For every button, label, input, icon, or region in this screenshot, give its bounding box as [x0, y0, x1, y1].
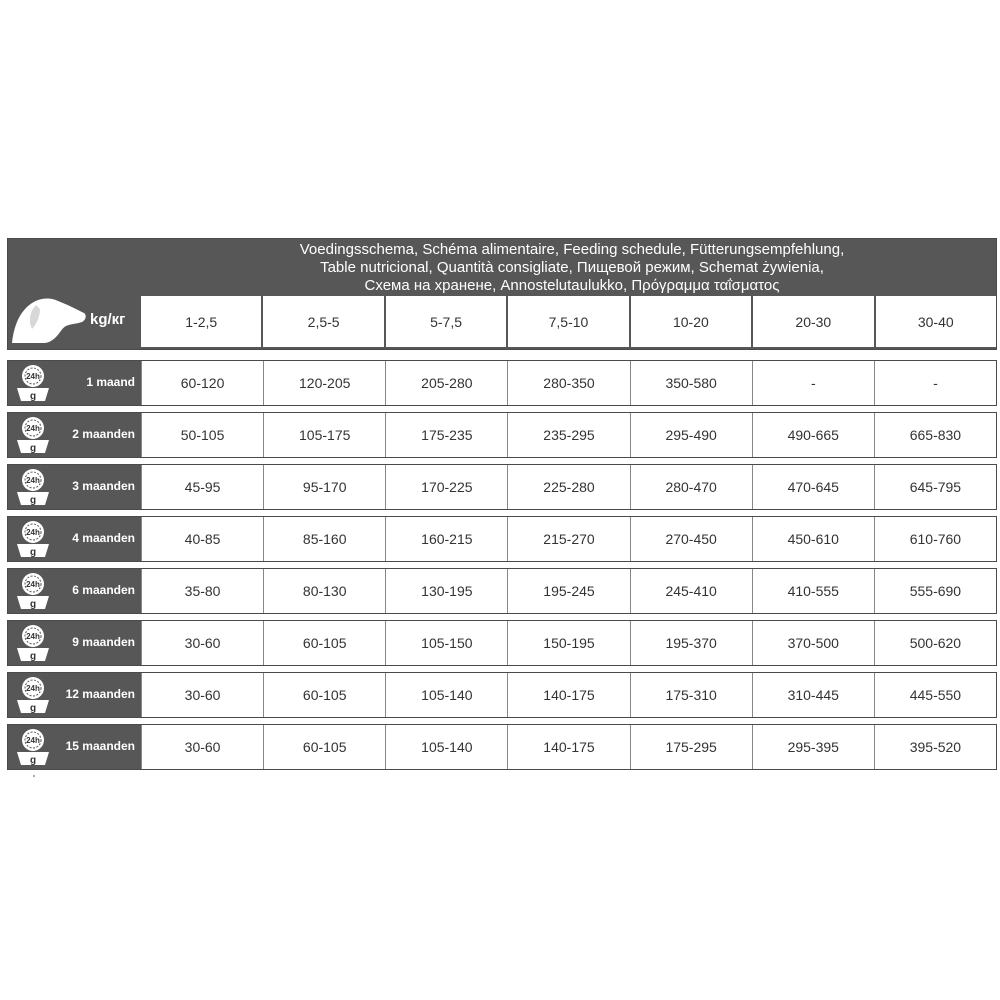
amount-cell: 40-85 — [141, 517, 263, 561]
table-row — [7, 412, 997, 458]
amount-cell: 280-350 — [507, 361, 629, 405]
amount-cell: 235-295 — [507, 413, 629, 457]
food-bowl-icon — [15, 676, 51, 714]
amount-cell: 445-550 — [874, 673, 996, 717]
age-label: 9 maanden — [72, 635, 135, 649]
table-body — [7, 360, 997, 770]
amount-cell: 665-830 — [874, 413, 996, 457]
age-cell — [8, 673, 141, 717]
amount-cell: 295-490 — [630, 413, 752, 457]
age-cell — [8, 413, 141, 457]
table-title: Voedingsschema, Schéma alimentaire, Feeding schedule, Fütterungsempfehlung, Table nutricional, Quantità consigliate, Пищевой режим, Schemat żywienia, Схема на хранене, Annostelutaulukko, Πρόγραμμα ταΐσματος — [299, 241, 845, 294]
age-cell — [8, 361, 141, 405]
food-bowl-icon — [15, 468, 51, 506]
weight-header-cell: 10-20 — [631, 296, 751, 347]
amount-cell: 205-280 — [385, 361, 507, 405]
amount-cell: 60-105 — [263, 673, 385, 717]
amount-cell: 410-555 — [752, 569, 874, 613]
food-bowl-icon — [15, 364, 51, 402]
amount-cell: 150-195 — [507, 621, 629, 665]
amount-cell: 450-610 — [752, 517, 874, 561]
amount-cell: 310-445 — [752, 673, 874, 717]
amount-cell: 160-215 — [385, 517, 507, 561]
bowl-badge-text: 24h — [26, 580, 40, 589]
bowl-unit-text: g — [29, 755, 37, 766]
weight-unit-label: kg/кг — [90, 311, 126, 328]
amount-cell: 270-450 — [630, 517, 752, 561]
dog-head-icon — [10, 295, 88, 345]
table-row — [7, 672, 997, 718]
amount-cell: 610-760 — [874, 517, 996, 561]
table-row — [7, 724, 997, 770]
amount-cell: 95-170 — [263, 465, 385, 509]
amount-cell: 175-295 — [630, 725, 752, 769]
food-bowl-icon — [15, 416, 51, 454]
age-label: 2 maanden — [72, 427, 135, 441]
food-bowl-icon — [15, 572, 51, 610]
amount-cell: 245-410 — [630, 569, 752, 613]
table-row — [7, 464, 997, 510]
amount-cell: 140-175 — [507, 673, 629, 717]
bowl-badge-text: 24h — [26, 424, 40, 433]
food-bowl-icon — [15, 624, 51, 662]
bowl-badge-text: 24h — [26, 632, 40, 641]
weight-header-cell: 1-2,5 — [141, 296, 261, 347]
amount-cell: 490-665 — [752, 413, 874, 457]
amount-cell: 225-280 — [507, 465, 629, 509]
table-row — [7, 620, 997, 666]
feeding-table — [7, 238, 997, 776]
table-row — [7, 360, 997, 406]
bowl-unit-text: g — [29, 651, 37, 662]
amount-cell: 120-205 — [263, 361, 385, 405]
weight-header-cell: 5-7,5 — [386, 296, 506, 347]
amount-cell: 470-645 — [752, 465, 874, 509]
food-bowl-icon — [15, 520, 51, 558]
age-label: 1 maand — [86, 375, 135, 389]
amount-cell: 60-105 — [263, 621, 385, 665]
age-label: 6 maanden — [72, 583, 135, 597]
amount-cell: 500-620 — [874, 621, 996, 665]
amount-cell: 85-160 — [263, 517, 385, 561]
age-label: 12 maanden — [65, 687, 135, 701]
bowl-badge-text: 24h — [26, 684, 40, 693]
bowl-unit-text: g — [29, 599, 37, 610]
amount-cell: 30-60 — [141, 725, 263, 769]
weight-header-cell: 30-40 — [876, 296, 996, 347]
weight-header-cell: 7,5-10 — [508, 296, 628, 347]
age-cell — [8, 569, 141, 613]
bowl-unit-text: g — [29, 547, 37, 558]
amount-cell: 105-150 — [385, 621, 507, 665]
amount-cell: 350-580 — [630, 361, 752, 405]
amount-cell: 30-60 — [141, 673, 263, 717]
amount-cell: 60-120 — [141, 361, 263, 405]
amount-cell: 295-395 — [752, 725, 874, 769]
amount-cell: 45-95 — [141, 465, 263, 509]
stray-dot — [33, 775, 35, 777]
age-cell — [8, 621, 141, 665]
bowl-unit-text: g — [29, 391, 37, 402]
table-row — [7, 568, 997, 614]
age-cell — [8, 517, 141, 561]
amount-cell: 280-470 — [630, 465, 752, 509]
bowl-badge-text: 24h — [26, 528, 40, 537]
amount-cell: 645-795 — [874, 465, 996, 509]
amount-cell: 195-245 — [507, 569, 629, 613]
weight-headers — [141, 296, 996, 347]
table-header — [7, 238, 997, 350]
amount-cell: 170-225 — [385, 465, 507, 509]
bowl-badge-text: 24h — [26, 476, 40, 485]
weight-header-cell: 20-30 — [753, 296, 873, 347]
amount-cell: 35-80 — [141, 569, 263, 613]
table-row — [7, 516, 997, 562]
amount-cell: - — [752, 361, 874, 405]
amount-cell: - — [874, 361, 996, 405]
amount-cell: 370-500 — [752, 621, 874, 665]
amount-cell: 215-270 — [507, 517, 629, 561]
age-label: 15 maanden — [65, 739, 135, 753]
amount-cell: 195-370 — [630, 621, 752, 665]
bowl-unit-text: g — [29, 495, 37, 506]
bowl-badge-text: 24h — [26, 372, 40, 381]
age-label: 3 maanden — [72, 479, 135, 493]
amount-cell: 175-235 — [385, 413, 507, 457]
amount-cell: 105-140 — [385, 725, 507, 769]
bowl-unit-text: g — [29, 443, 37, 454]
age-label: 4 maanden — [72, 531, 135, 545]
amount-cell: 60-105 — [263, 725, 385, 769]
amount-cell: 105-175 — [263, 413, 385, 457]
age-cell — [8, 725, 141, 769]
age-cell — [8, 465, 141, 509]
amount-cell: 50-105 — [141, 413, 263, 457]
amount-cell: 130-195 — [385, 569, 507, 613]
bowl-badge-text: 24h — [26, 736, 40, 745]
amount-cell: 175-310 — [630, 673, 752, 717]
weight-unit-cell — [8, 295, 141, 349]
amount-cell: 105-140 — [385, 673, 507, 717]
bowl-unit-text: g — [29, 703, 37, 714]
food-bowl-icon — [15, 728, 51, 766]
weight-header-cell: 2,5-5 — [263, 296, 383, 347]
amount-cell: 555-690 — [874, 569, 996, 613]
amount-cell: 395-520 — [874, 725, 996, 769]
amount-cell: 140-175 — [507, 725, 629, 769]
amount-cell: 80-130 — [263, 569, 385, 613]
amount-cell: 30-60 — [141, 621, 263, 665]
